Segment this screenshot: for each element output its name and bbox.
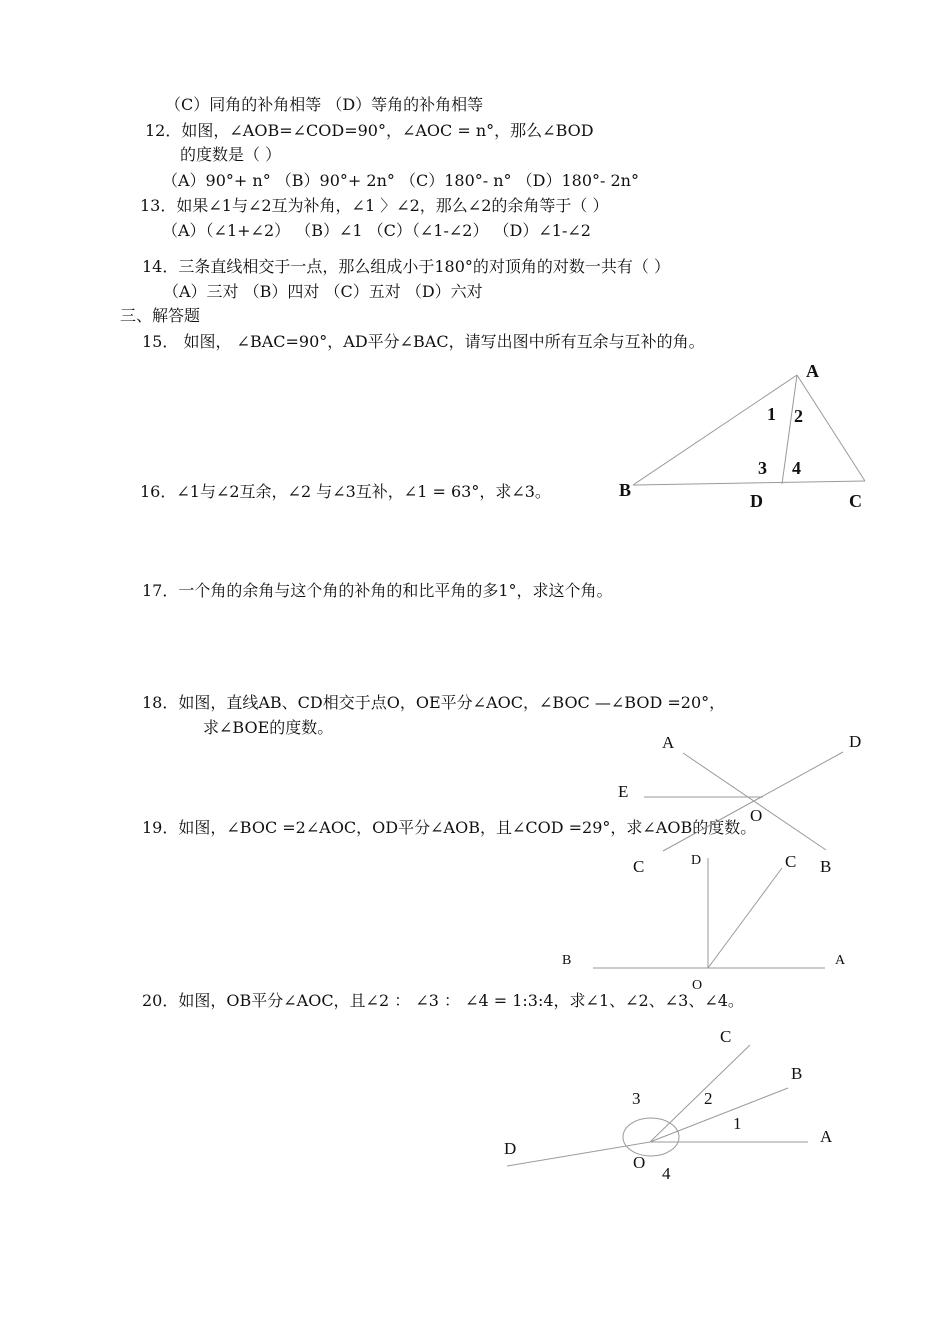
q20-text: 20．如图，OB平分∠AOC，且∠2 ： ∠3 ： ∠4 = 1:3:4，求∠1、∠2、∠3、∠4。 [142,991,744,1010]
label-o: O [692,978,703,993]
label-b: B [619,480,632,500]
label-b: B [791,1064,803,1083]
label-d: D [750,491,763,511]
label-d: D [504,1139,517,1158]
label-d: D [849,732,862,751]
label-angle-2: 2 [794,406,803,426]
q18-stem: 18．如图，直线AB、CD相交于点O，OE平分∠AOC，∠BOC —∠BOD =20°， [142,693,726,712]
label-d: D [691,853,702,868]
q17-text: 17．一个角的余角与这个角的补角的和比平角的多1°，求这个角。 [142,581,613,600]
q18-stem-continued: 求∠BOE的度数。 [203,718,334,737]
section-title: 三、解答题 [120,306,201,325]
q12-options: （A）90°+ n° （B）90°+ 2n° （C）180°- n° （D）180°- 2n° [162,171,639,190]
label-c: C [785,852,797,871]
q15-text: 15． 如图， ∠BAC=90°，AD平分∠BAC，请写出图中所有互余与互补的角。 [142,332,705,351]
ray-od [507,1142,650,1166]
label-a: A [806,361,819,381]
label-angle-3: 3 [632,1089,641,1108]
label-angle-4: 4 [792,458,801,478]
q19-text: 19．如图，∠BOC =2∠AOC，OD平分∠AOB，且∠COD =29°，求∠AOB的度数。 [142,818,757,837]
label-c: C [633,857,645,876]
label-angle-3: 3 [758,458,767,478]
label-angle-1: 1 [767,404,776,424]
label-o: O [633,1153,646,1172]
label-c: C [720,1027,732,1046]
label-c: C [849,491,862,511]
label-a: A [820,1127,833,1146]
q13-stem: 13．如果∠1与∠2互为补角，∠1 〉∠2，那么∠2的余角等于（ ） [140,196,609,215]
q12-stem-continued: 的度数是（ ） [180,145,282,164]
label-a: A [662,733,675,752]
q14-stem: 14．三条直线相交于一点，那么组成小于180°的对顶角的对数一共有（ ） [142,257,670,276]
label-angle-4: 4 [662,1164,671,1183]
q16-text: 16．∠1与∠2互余，∠2 与∠3互补，∠1 = 63°，求∠3。 [140,482,551,501]
label-angle-1: 1 [733,1114,742,1133]
label-b: B [820,857,832,876]
q14-options: （A）三对 （B）四对 （C）五对 （D）六对 [163,282,483,301]
label-a: A [835,953,846,968]
q11-options: （C）同角的补角相等 （D）等角的补角相等 [165,95,484,114]
q12-stem: 12．如图，∠AOB=∠COD=90°，∠AOC = n°，那么∠BOD [145,121,594,140]
q13-options: （A）（∠1+∠2） （B）∠1 （C）（∠1-∠2） （D）∠1-∠2 [162,221,591,240]
label-o: O [750,806,763,825]
angle-marker-ellipse [623,1118,679,1156]
ray-ob [650,1088,788,1142]
label-angle-2: 2 [704,1089,713,1108]
label-b: B [562,953,572,968]
label-e: E [618,782,629,801]
